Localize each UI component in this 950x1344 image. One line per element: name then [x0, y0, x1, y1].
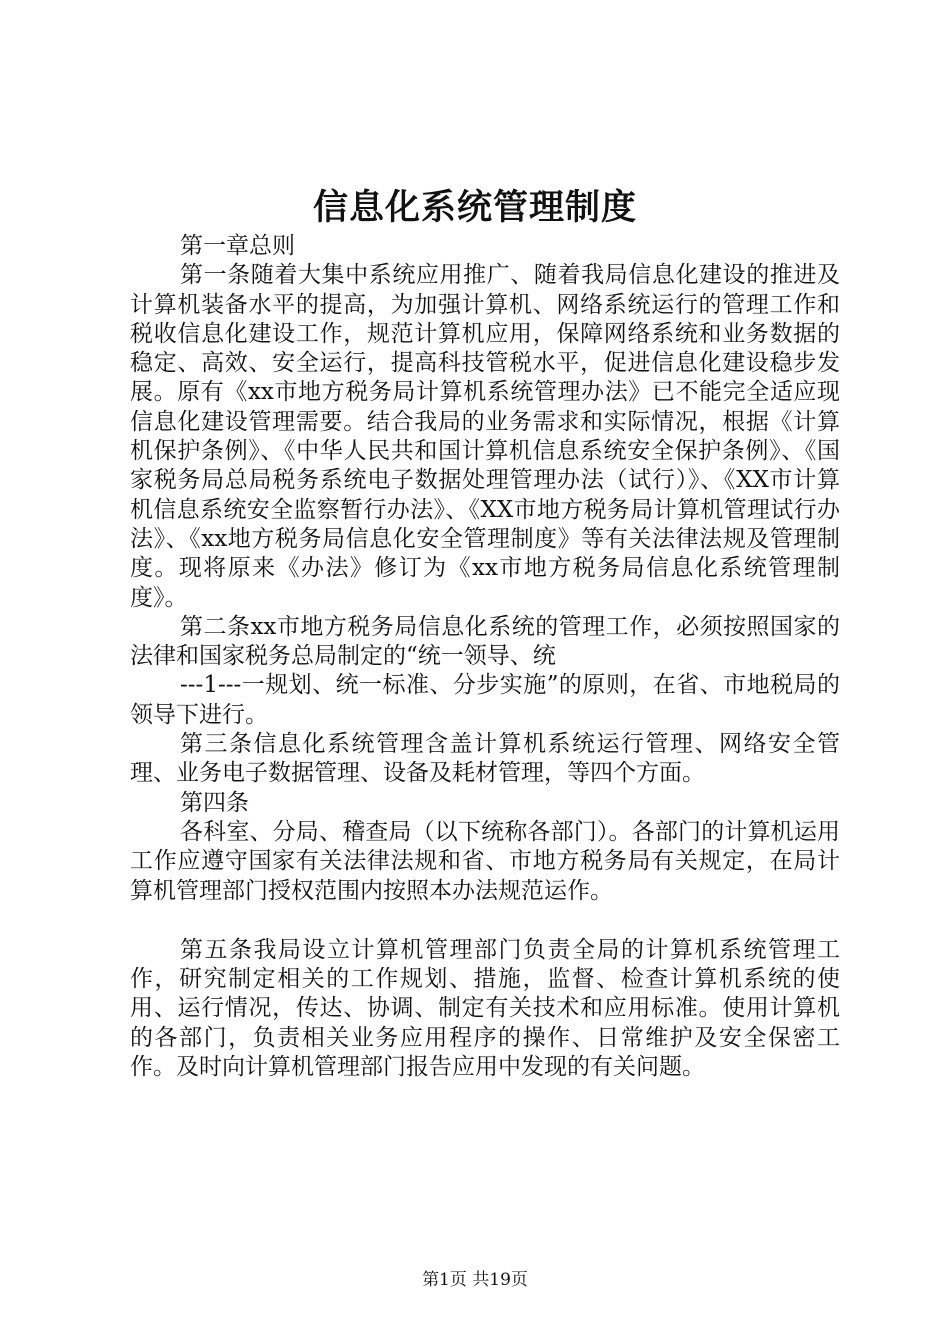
chapter-heading: 第一章总则 [180, 233, 295, 259]
article-2-paragraph-part-1: 第二条xx市地方税务局信息化系统的管理工作，必须按照国家的法律和国家税务总局制定的“统一领导、统 [130, 613, 840, 670]
article-4-paragraph: 各科室、分局、稽查局（以下统称各部门）。各部门的计算机运用工作应遵守国家有关法律法规和省、市地方税务局有关规定，在局计算机管理部门授权范围内按照本办法规范运作。 [130, 818, 840, 904]
article-3-paragraph: 第三条信息化系统管理含盖计算机系统运行管理、网络安全管理、业务电子数据管理、设备及耗材管理，等四个方面。 [130, 731, 840, 787]
paragraph-gap [130, 906, 840, 936]
article-2-paragraph-part-2: ---1---一规划、统一标准、分步实施”的原则，在省、市地税局的领导下进行。 [130, 672, 840, 728]
page-number-footer: 第1页 共19页 [422, 1270, 528, 1290]
document-title: 信息化系统管理制度 [312, 187, 637, 228]
article-1-paragraph: 第一条随着大集中系统应用推广、随着我局信息化建设的推进及计算机装备水平的提高，为加强计算机、网络系统运行的管理工作和税收信息化建设工作，规范计算机应用，保障网络系统和业务数据的稳定、高效、安全运行，提高科技管税水平，促进信息化建设稳步发展。原有《xx市地方税务局计算机系统管理办法》已不能完全适应现信息化建设管理需要。结合我局的业务需求和实际情况，根据《计算机保护条例》、《中华人民共和国计算机信息系统安全保护条例》、《国家税务局总局税务系统电子数据处理管理办法（试行）》、《XX市计算机信息系统安全监察暂行办法》、《XX市地方税务局计算机管理试行办法》、《xx地方税务局信息化安全管理制度》等有关法律法规及管理制度。现将原来《办法》修订为《xx市地方税务局信息化系统管理制度》。 [130, 262, 840, 611]
article-4-heading: 第四条 [180, 789, 249, 816]
article-5-paragraph: 第五条我局设立计算机管理部门负责全局的计算机系统管理工作，研究制定相关的工作规划、措施，监督、检查计算机系统的使用、运行情况，传达、协调、制定有关技术和应用标准。使用计算机的各部门，负责相关业务应用程序的操作、日常维护及安全保密工作。及时向计算机管理部门报告应用中发现的有关问题。 [130, 936, 840, 1081]
document-body [130, 232, 840, 1082]
